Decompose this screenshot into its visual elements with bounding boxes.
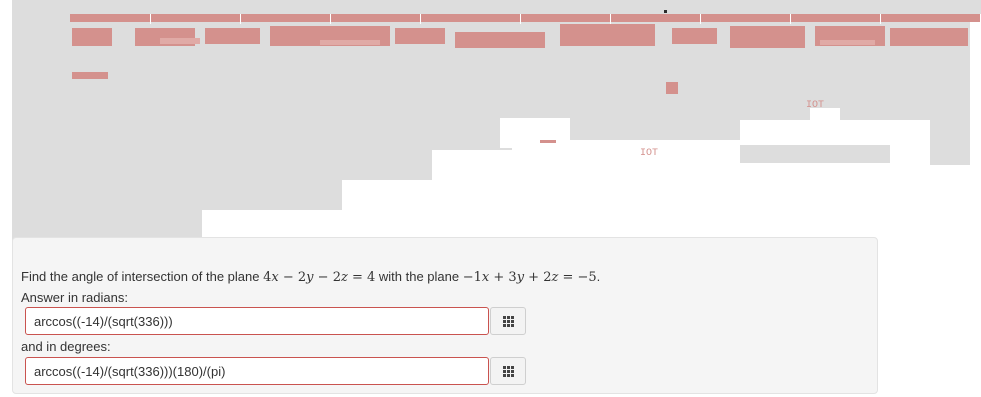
glitch-white-patch [500,118,570,148]
glitch-red-bar [890,28,968,46]
glitch-fragment: ΙΟΤ [806,100,825,111]
problem-panel [12,237,878,394]
glitch-white-patch [750,120,915,145]
glitch-tick [790,14,791,24]
glitch-gray-band [560,120,740,140]
glitch-red-bar [72,28,112,46]
glitch-red-bar [540,140,556,143]
degrees-answer-input[interactable]: arccos((-14)/(sqrt(336)))(180)/(pi) [25,357,489,385]
glitch-red-bar [666,82,678,94]
glitch-gray-band [12,150,432,180]
glitch-tick [520,14,521,24]
glitch-red-bar [70,14,980,22]
degrees-keypad-button[interactable] [490,357,526,385]
glitch-white-patch [580,140,740,162]
problem-prefix: Find the angle of intersection of the plane [21,269,264,284]
glitch-dot [664,10,667,13]
glitch-gray-band [12,120,512,150]
radians-answer-input[interactable]: arccos((-14)/(sqrt(336))) [25,307,489,335]
glitch-red-bar [160,38,200,44]
glitch-red-bar [730,26,805,48]
glitch-red-bar [455,32,545,48]
problem-middle: with the plane [375,269,463,284]
glitch-tick [240,14,241,24]
glitch-gray-band [12,0,981,14]
plane1-equation: 4x − 2y − 2z = 4 [263,270,376,285]
radians-keypad-button[interactable] [490,307,526,335]
glitch-fragment: ΙΟΤ [640,148,659,159]
plane2-equation: −1x + 3y + 2z = −5 [462,270,597,285]
glitch-tick [880,14,881,24]
degrees-label: and in degrees: [21,339,111,354]
glitch-tick [150,14,151,24]
glitch-tick [610,14,611,24]
keypad-grid-icon [503,316,514,327]
glitch-red-bar [205,28,260,44]
glitch-red-bar [320,40,380,45]
glitch-red-bar [820,40,875,45]
glitch-red-bar [395,28,445,44]
glitch-gray-band [12,210,202,240]
problem-suffix: . [596,269,601,284]
glitch-tick [420,14,421,24]
radians-label: Answer in radians: [21,290,128,305]
glitch-gray-band [12,60,930,120]
glitch-gray-band [12,180,342,210]
glitch-gray-band [740,145,890,163]
glitch-tick [330,14,331,24]
glitch-gray-band [930,40,970,165]
glitch-red-bar [560,24,655,46]
glitch-red-bar [72,72,108,79]
glitch-red-bar [672,28,717,44]
problem-statement [21,269,600,285]
glitch-tick [700,14,701,24]
keypad-grid-icon [503,366,514,377]
